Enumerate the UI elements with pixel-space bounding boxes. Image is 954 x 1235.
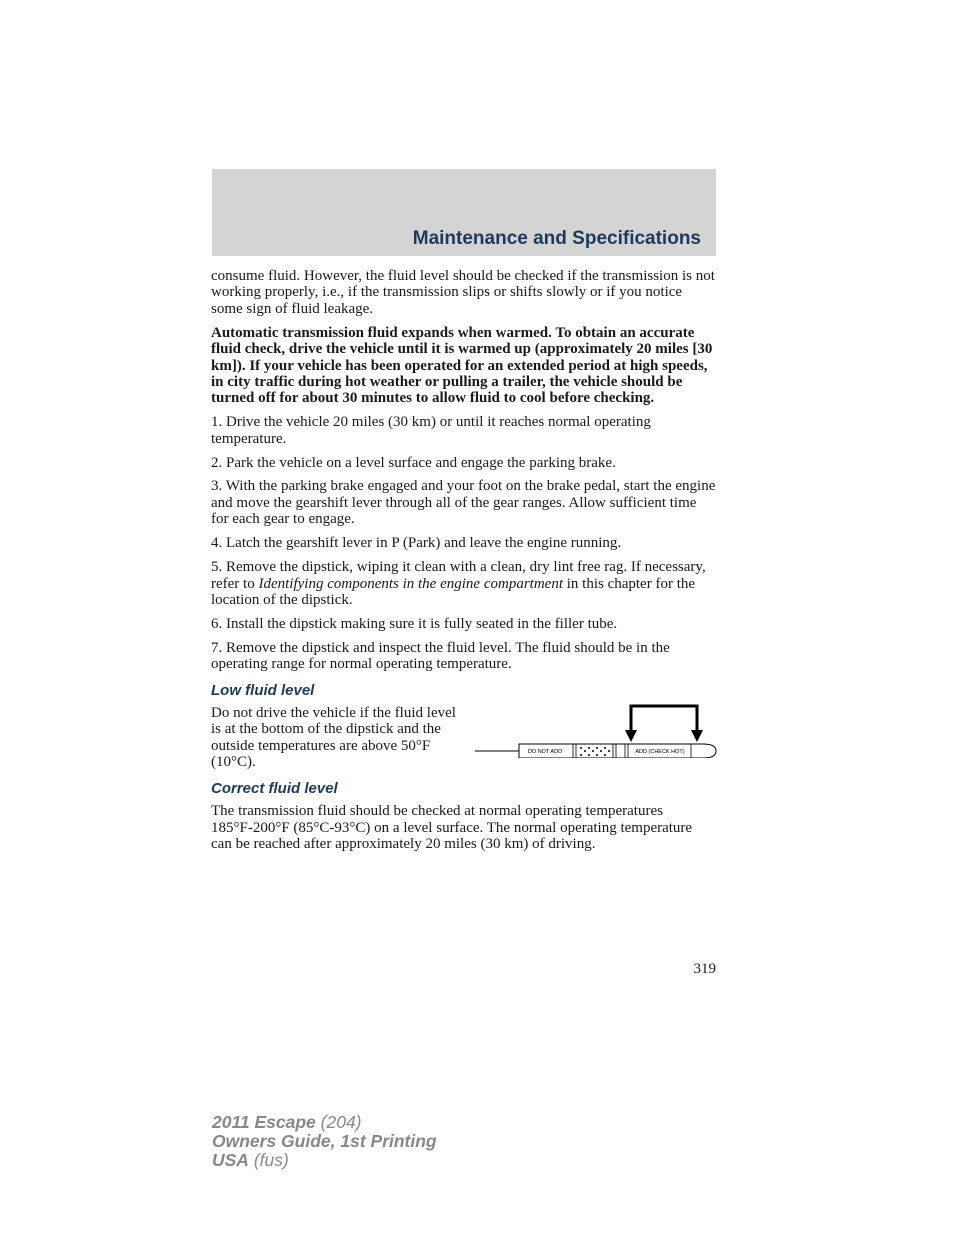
footer-region: USA — [212, 1150, 249, 1170]
footer-line-3 — [212, 1151, 437, 1170]
low-fluid-section — [211, 705, 717, 771]
step-5-text-end: in this chapter for the location of the dipstick. — [211, 575, 696, 608]
step-5-text: 5. Remove the dipstick, wiping it clean with a clean, dry lint free rag. If necessary, refer to — [211, 559, 706, 592]
footer-region-code: (fus) — [248, 1150, 289, 1170]
label-do-not-add: DO NOT ADD — [527, 748, 563, 755]
footer-model-code: (204) — [315, 1112, 362, 1132]
footer — [212, 1113, 437, 1170]
arrow-left-icon — [625, 730, 637, 742]
section-header — [212, 169, 716, 256]
low-fluid-heading: Low fluid level — [211, 681, 315, 699]
level-bracket — [631, 706, 697, 736]
page-content — [211, 268, 717, 860]
footer-line-2: Owners Guide, 1st Printing — [212, 1131, 437, 1151]
correct-fluid-text: The transmission fluid should be checked at normal operating temperatures 185°F-200°F (85°C-93°C) on a level surface. The normal operating temperature can be reached after approximately 20 miles (30 km) of driving. — [211, 803, 693, 853]
footer-line-1 — [212, 1113, 437, 1132]
step-6: 6. Install the dipstick making sure it is fully seated in the filler tube. — [211, 615, 618, 632]
step-2: 2. Park the vehicle on a level surface and engage the parking brake. — [211, 454, 616, 471]
section-title: Maintenance and Specifications — [412, 228, 701, 249]
low-fluid-text: Do not drive the vehicle if the fluid level is at the bottom of the dipstick and the outside temperatures are above 50°F (10°C). — [211, 704, 456, 771]
correct-fluid-heading: Correct fluid level — [211, 779, 338, 797]
step-5-reference: Identifying components in the engine compartment — [258, 575, 563, 592]
dipstick-diagram — [475, 698, 719, 758]
footer-model: 2011 Escape — [212, 1112, 316, 1132]
step-1: 1. Drive the vehicle 20 miles (30 km) or until it reaches normal operating temperature. — [211, 414, 651, 447]
step-7: 7. Remove the dipstick and inspect the fluid level. The fluid should be in the operating range for normal operating temperature. — [211, 639, 670, 673]
step-4: 4. Latch the gearshift lever in P (Park) and leave the engine running. — [211, 535, 622, 552]
step-5 — [211, 559, 717, 608]
paragraph-intro: consume fluid. However, the fluid level should be checked if the transmission is not working properly, i.e., if the transmission slips or shifts slowly or if you notice some sign of fluid leakage. — [211, 268, 715, 317]
page-number: 319 — [693, 961, 716, 977]
label-add-check-hot: ADD (CHECK HOT) — [635, 748, 685, 755]
warning-paragraph: Automatic transmission fluid expands when warmed. To obtain an accurate fluid check, drive the vehicle until it is warmed up (approximately 20 miles [30 km]). If your vehicle has been operated for an extended period at high speeds, in city traffic during hot weather or pulling a trailer, the vehicle should be turned off for about 30 minutes to allow fluid to cool before checking. — [211, 324, 713, 407]
step-3: 3. With the parking brake engaged and your foot on the brake pedal, start the engine and move the gearshift lever through all of the gear ranges. Allow sufficient time for each gear to engage. — [211, 478, 716, 528]
arrow-right-icon — [691, 730, 703, 742]
